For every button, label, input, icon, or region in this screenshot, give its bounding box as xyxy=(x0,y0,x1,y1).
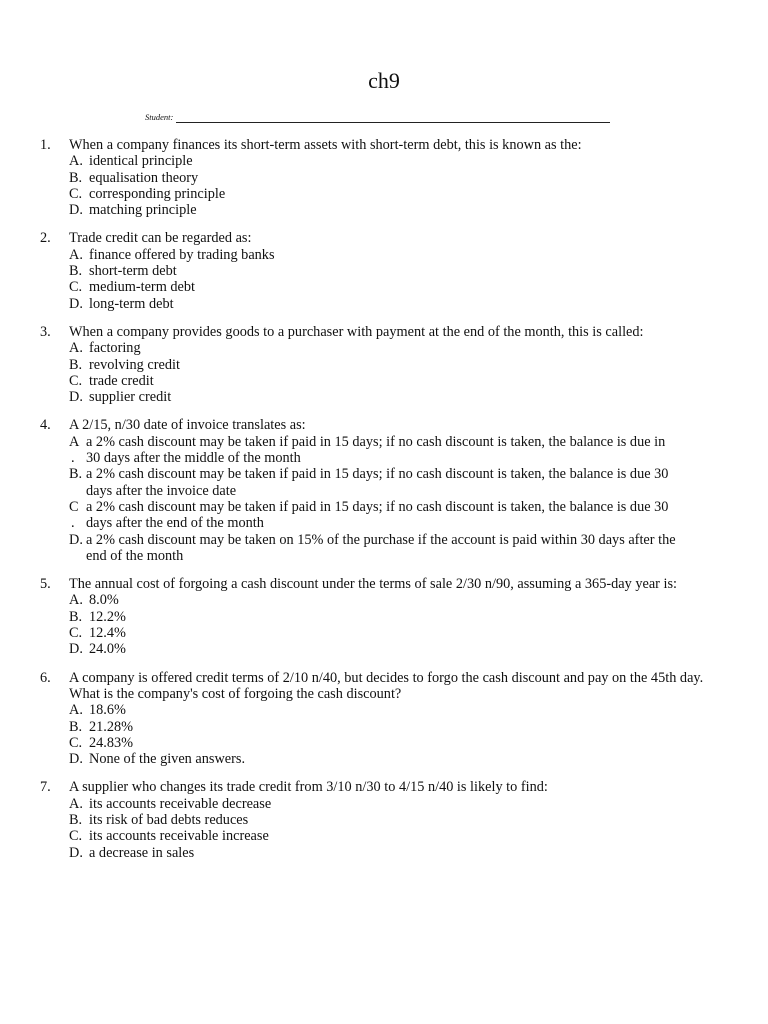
question-list xyxy=(40,137,730,873)
option-c: C . a 2% cash discount may be taken if paid in 15 days; if no cash discount is taken, the balance is due 30 days after the end of the month xyxy=(69,498,669,532)
option-b: B. a 2% cash discount may be taken if paid in 15 days; if no cash discount is taken, the balance is due 30 days after the invoice date xyxy=(69,466,669,499)
student-field xyxy=(145,111,610,123)
option-a: A. finance offered by trading banks xyxy=(69,246,275,263)
option-d: D. a 2% cash discount may be taken on 15% of the purchase if the account is paid within 30 days after the end of the month xyxy=(69,531,676,564)
option-b: B. revolving credit xyxy=(69,356,180,373)
option-b: B. short-term debt xyxy=(69,263,177,280)
question-text: A supplier who changes its trade credit from 3/10 n/30 to 4/15 n/40 is likely to find: xyxy=(69,779,548,796)
student-name-line xyxy=(176,114,610,123)
page-title: ch9 xyxy=(368,68,400,93)
question-text: A 2/15, n/30 date of invoice translates as: xyxy=(69,417,306,434)
option-d: D. a decrease in sales xyxy=(69,844,195,861)
question-1 xyxy=(40,137,730,218)
option-c: C. 12.4% xyxy=(69,625,126,642)
question-3 xyxy=(40,324,730,405)
question-number: 5. xyxy=(40,576,51,593)
option-d: D. None of the given answers. xyxy=(69,751,246,768)
option-c: C. 24.83% xyxy=(69,734,134,751)
option-b: B. 21.28% xyxy=(69,718,134,735)
option-d: D. 24.0% xyxy=(69,641,126,658)
option-d: D. supplier credit xyxy=(69,389,172,406)
option-a: A. its accounts receivable decrease xyxy=(69,795,272,812)
option-a: A . a 2% cash discount may be taken if paid in 15 days; if no cash discount is taken, the balance is due in 30 days after the middle of the month xyxy=(69,433,666,467)
question-7 xyxy=(40,779,730,860)
question-number: 2. xyxy=(40,230,51,247)
option-d: D. long-term debt xyxy=(69,295,174,312)
option-a: A. identical principle xyxy=(69,153,193,170)
question-6 xyxy=(40,670,730,768)
option-b: B. its risk of bad debts reduces xyxy=(69,811,249,828)
question-number: 7. xyxy=(40,779,51,796)
option-c: C. trade credit xyxy=(69,372,154,389)
question-number: 4. xyxy=(40,417,51,434)
question-text: When a company provides goods to a purchaser with payment at the end of the month, this is called: xyxy=(69,323,644,340)
option-c: C. medium-term debt xyxy=(69,279,196,296)
option-b: B. 12.2% xyxy=(69,608,126,625)
question-text: Trade credit can be regarded as: xyxy=(69,230,252,247)
question-4 xyxy=(40,417,730,564)
option-c: C. corresponding principle xyxy=(69,185,226,202)
option-d: D. matching principle xyxy=(69,202,197,219)
option-a: A. factoring xyxy=(69,340,141,357)
option-b: B. equalisation theory xyxy=(69,169,199,186)
question-text: When a company finances its short-term assets with short-term debt, this is known as the: xyxy=(69,137,582,153)
question-2 xyxy=(40,230,730,311)
question-number: 1. xyxy=(40,137,51,153)
question-number: 6. xyxy=(40,669,51,686)
option-a: A. 18.6% xyxy=(69,702,126,719)
question-5 xyxy=(40,576,730,657)
question-number: 3. xyxy=(40,323,51,340)
question-text: The annual cost of forgoing a cash discount under the terms of sale 2/30 n/90, assuming a 365-day year is: xyxy=(69,576,678,593)
option-a: A. 8.0% xyxy=(69,592,119,609)
question-text: A company is offered credit terms of 2/10 n/40, but decides to forgo the cash discount and pay on the 45th day. What is the company's cost of forgoing the cash discount? xyxy=(69,669,704,702)
student-label: Student: xyxy=(145,112,174,122)
option-c: C. its accounts receivable increase xyxy=(69,828,269,845)
